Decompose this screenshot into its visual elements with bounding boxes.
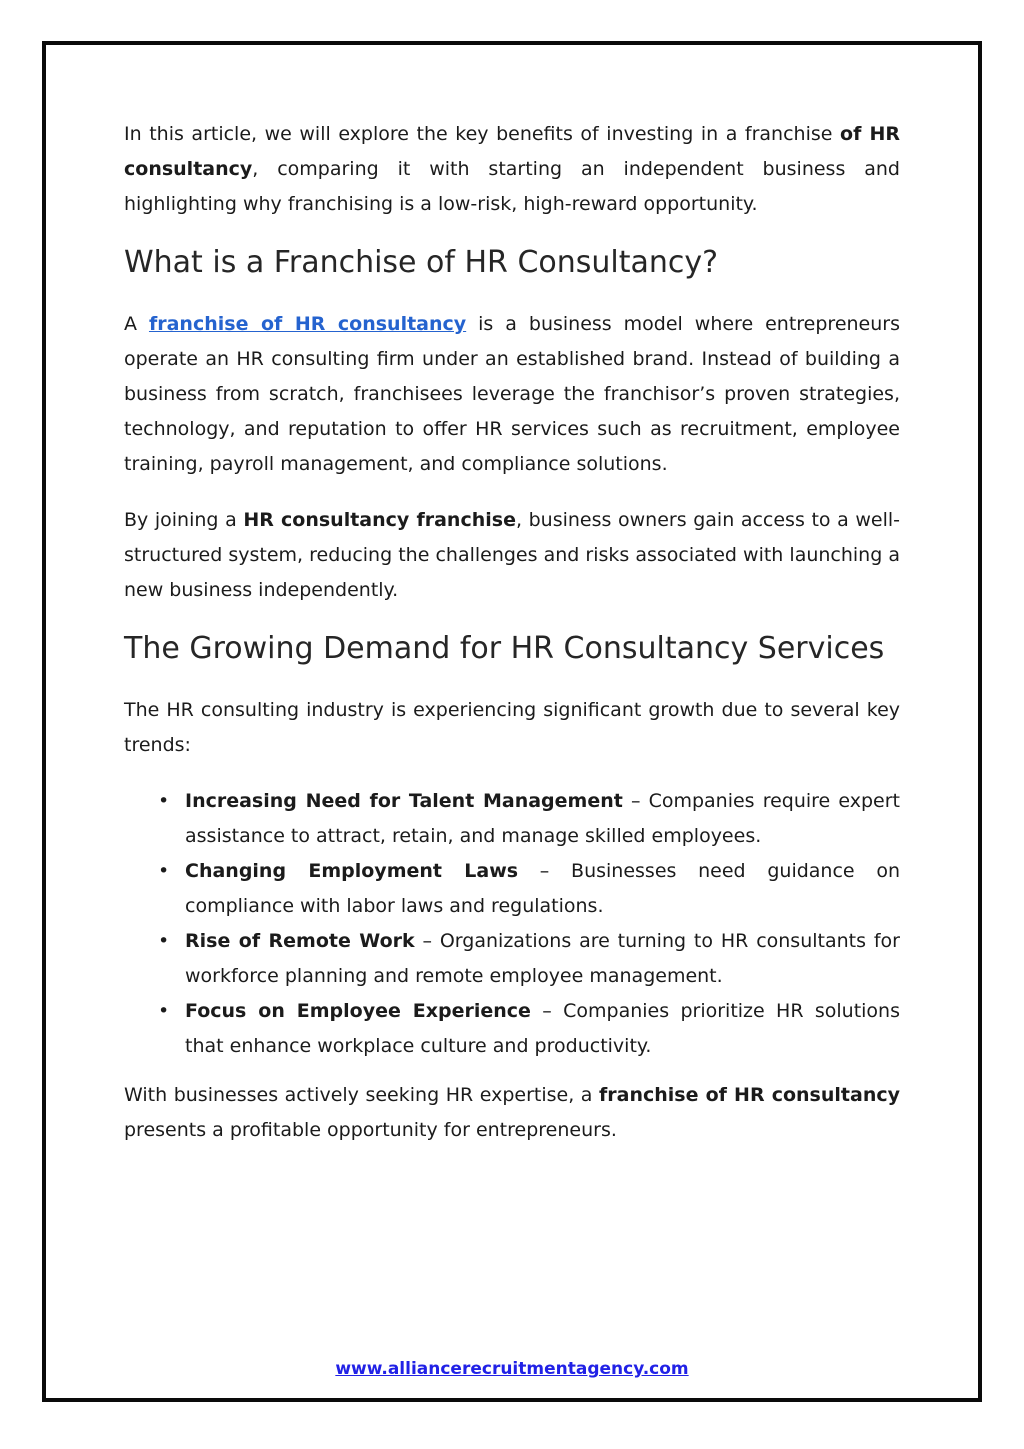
text-segment: – Companies require expert assistance to attract, retain, and manage skilled employees. — [185, 790, 900, 847]
paragraph-franchise-definition — [124, 307, 900, 482]
bold-text: Changing Employment Laws — [185, 860, 519, 882]
list-item-text — [185, 784, 900, 854]
trends-bullet-list — [124, 784, 900, 1064]
paragraph-joining-franchise — [124, 503, 900, 608]
bold-text: franchise of HR consultancy — [599, 1084, 900, 1106]
list-item — [124, 854, 900, 924]
heading-what-is-franchise: What is a Franchise of HR Consultancy? — [124, 245, 719, 280]
bold-text: of HR consultancy — [124, 123, 900, 180]
text-segment: By joining a — [124, 509, 244, 531]
text-segment: , comparing it with starting an independent business and highlighting why franchising is a low-risk, high-reward opportunity. — [124, 158, 900, 215]
list-item-text — [185, 924, 900, 994]
document-content — [46, 45, 978, 1398]
list-item — [124, 924, 900, 994]
text-segment: In this article, we will explore the key benefits of investing in a franchise — [124, 123, 841, 145]
heading-growing-demand: The Growing Demand for HR Consultancy Services — [124, 631, 885, 666]
text-segment: is a business model where entrepreneurs operate an HR consulting firm under an established brand. Instead of building a business from scratch, franchisees leverage the franchisor’s proven strategies, technology, and reputation to offer HR services such as recruitment, employee training, payroll management, and compliance solutions. — [124, 313, 900, 475]
bullet-icon — [124, 784, 185, 854]
text-segment: – Businesses need guidance on compliance with labor laws and regulations. — [185, 860, 900, 917]
page-footer — [46, 1351, 978, 1386]
bold-text: HR consultancy franchise — [243, 509, 516, 531]
bold-text: Rise of Remote Work — [185, 930, 415, 952]
paragraph-trends-lead-in: The HR consulting industry is experiencing significant growth due to several key trends: — [124, 699, 900, 756]
list-item — [124, 994, 900, 1064]
list-item-text — [185, 994, 900, 1064]
bullet-icon — [124, 854, 185, 924]
paragraph-intro — [124, 117, 900, 222]
page-border-frame — [42, 41, 982, 1402]
bold-text: Focus on Employee Experience — [185, 1000, 531, 1022]
text-segment: presents a profitable opportunity for entrepreneurs. — [124, 1119, 617, 1141]
list-item — [124, 784, 900, 854]
text-segment: A — [124, 313, 149, 335]
text-segment: – Companies prioritize HR solutions that enhance workplace culture and productivity. — [185, 1000, 900, 1057]
text-segment: With businesses actively seeking HR expertise, a — [124, 1084, 599, 1106]
footer-website-link[interactable]: www.alliancerecruitmentagency.com — [335, 1359, 689, 1379]
bullet-icon — [124, 994, 185, 1064]
paragraph-conclusion — [124, 1078, 900, 1148]
list-item-text — [185, 854, 900, 924]
bold-text: Increasing Need for Talent Management — [185, 790, 623, 812]
text-segment: – Organizations are turning to HR consultants for workforce planning and remote employee management. — [185, 930, 900, 987]
text-segment: , business owners gain access to a well-structured system, reducing the challenges and risks associated with launching a new business independently. — [124, 509, 901, 601]
franchise-of-hr-consultancy-link[interactable]: franchise of HR consultancy — [148, 313, 467, 335]
bullet-icon — [124, 924, 185, 994]
